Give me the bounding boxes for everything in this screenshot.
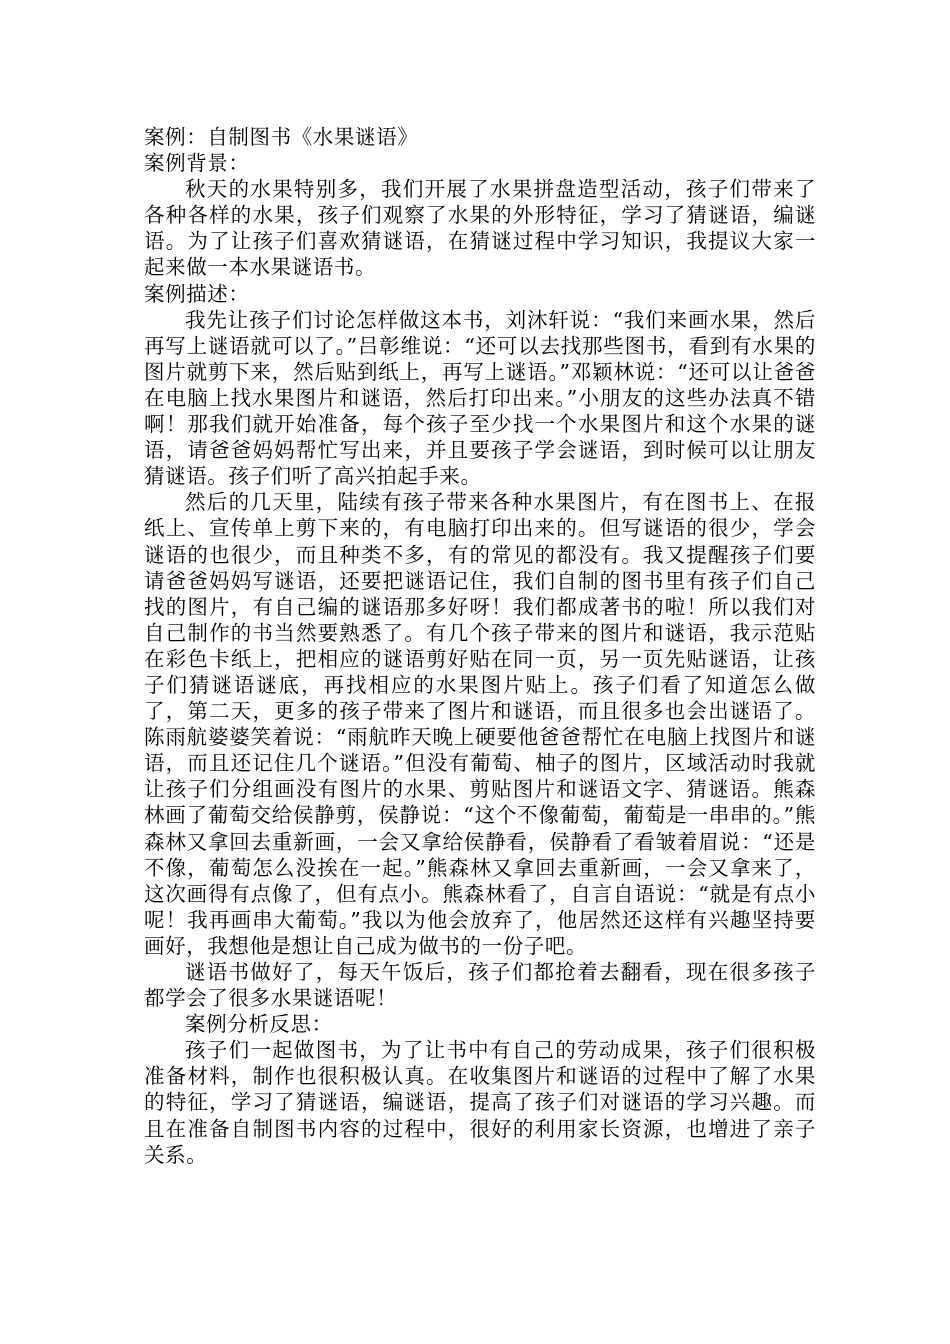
document-page: [144, 124, 816, 1168]
analysis-heading: 案例分析反思：: [185, 1012, 333, 1037]
description-paragraph-2: 然后的几天里，陆续有孩子带来各种水果图片，有在图书上、在报纸上、宣传单上剪下来的，有电脑打印出来的。但写谜语的很少，学会谜语的也很少，而且种类不多，有的常见的都没有。我又提醒孩子们要请爸爸妈妈写谜语，还要把谜语记住，我们自制的图书里有孩子们自己找的图片，有自己编的谜语那多好呀！我们都成著书的啦！所以我们对自己制作的书当然要熟悉了。有几个孩子带来的图片和谜语，我示范贴在彩色卡纸上，把相应的谜语剪好贴在同一页，另一页先贴谜语，让孩子们猜谜语谜底，再找相应的水果图片贴上。孩子们看了知道怎么做了，第二天，更多的孩子带来了图片和谜语，而且很多也会出谜语了。陈雨航婆婆笑着说：“雨航昨天晚上硬要他爸爸帮忙在电脑上找图片和谜语，而且还记住几个谜语。”但没有葡萄、柚子的图片，区域活动时我就让孩子们分组画没有图片的水果、剪贴图片和谜语文字、猜谜语。熊森林画了葡萄交给侯静剪，侯静说：“这个不像葡萄，葡萄是一串串的。”熊森林又拿回去重新画，一会又拿给侯静看，侯静看了看皱着眉说：“还是不像，葡萄怎么没挨在一起。”熊森林又拿回去重新画，一会又拿来了，这次画得有点像了，但有点小。熊森林看了，自言自语说：“就是有点小呢！我再画串大葡萄。”我以为他会放弃了，他居然还这样有兴趣坚持要画好，我想他是想让自己成为做书的一份子吧。: [144, 490, 816, 958]
background-paragraph: 秋天的水果特别多，我们开展了水果拼盘造型活动，孩子们带来了各种各样的水果，孩子们观察了水果的外形特征，学习了猜谜语，编谜语。为了让孩子们喜欢猜谜语，在猜谜过程中学习知识，我提议大家一起来做一本水果谜语书。: [144, 177, 816, 280]
background-heading: 案例背景：: [144, 151, 250, 176]
description-paragraph-3: 谜语书做好了，每天午饭后，孩子们都抢着去翻看，现在很多孩子都学会了很多水果谜语呢！: [144, 960, 816, 1011]
description-paragraph-1: 我先让孩子们讨论怎样做这本书，刘沐轩说：“我们来画水果，然后再写上谜语就可以了。”吕彰维说：“还可以去找那些图书，看到有水果的图片就剪下来，然后贴到纸上，再写上谜语。”邓颖林说：“还可以让爸爸在电脑上找水果图片和谜语，然后打印出来。”小朋友的这些办法真不错啊！那我们就开始准备，每个孩子至少找一个水果图片和这个水果的谜语，请爸爸妈妈帮忙写出来，并且要孩子学会谜语，到时候可以让朋友猜谜语。孩子们听了高兴拍起手来。: [144, 307, 816, 489]
document-title: 案例：自制图书《水果谜语》: [144, 125, 419, 149]
analysis-paragraph: 孩子们一起做图书，为了让书中有自己的劳动成果，孩子们很积极准备材料，制作也很积极认真。在收集图片和谜语的过程中了解了水果的特征，学习了猜谜语，编谜语，提高了孩子们对谜语的学习兴趣。而且在准备自制图书内容的过程中，很好的利用家长资源，也增进了亲子关系。: [144, 1038, 816, 1167]
description-heading: 案例描述：: [144, 281, 250, 306]
